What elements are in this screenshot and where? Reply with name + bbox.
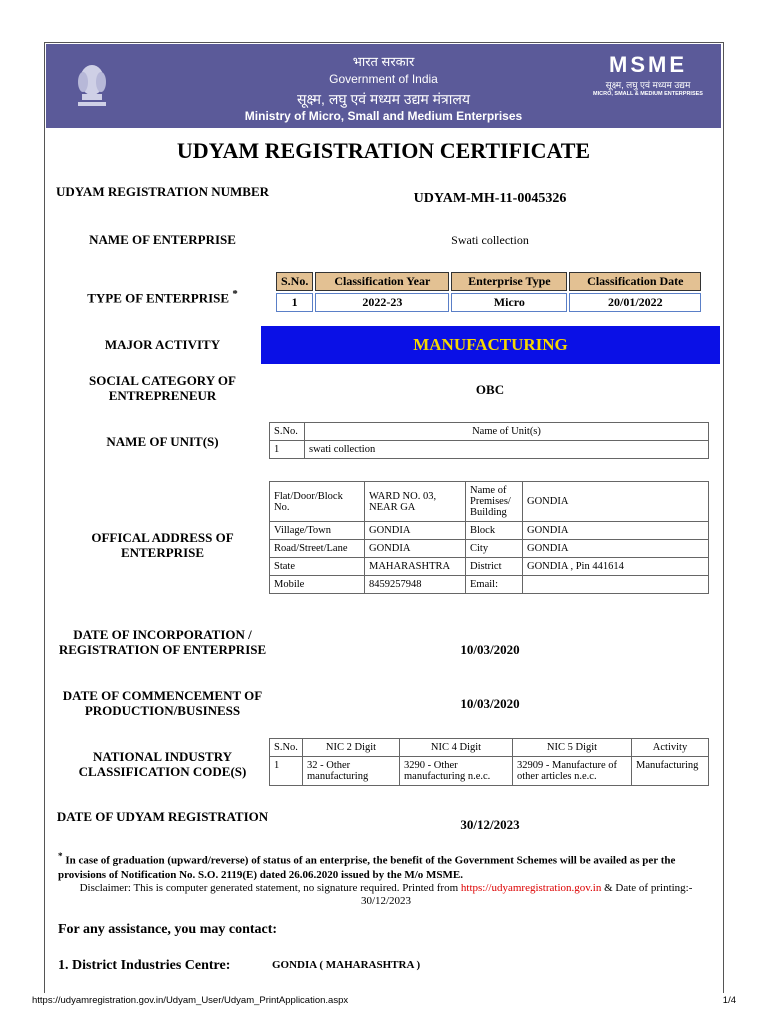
nic-cell: Manufacturing (632, 757, 709, 786)
nic-header: NIC 5 Digit (513, 739, 632, 757)
address-key: District (466, 558, 523, 576)
address-key: City (466, 540, 523, 558)
nic-cell: 3290 - Other manufacturing n.e.c. (400, 757, 513, 786)
units-cell: 1 (270, 441, 305, 459)
nic-cell: 32 - Other manufacturing (303, 757, 400, 786)
msme-hindi: सूक्ष्म, लघु एवं मध्यम उद्यम (605, 80, 691, 90)
class-cell: 1 (276, 293, 313, 312)
address-value: MAHARASHTRA (365, 558, 466, 576)
units-header: S.No. (270, 423, 305, 441)
address-key: Email: (466, 576, 523, 594)
units-cell: swati collection (305, 441, 709, 459)
nic-header: NIC 2 Digit (303, 739, 400, 757)
address-key: State (270, 558, 365, 576)
certificate-title: UDYAM REGISTRATION CERTIFICATE (176, 138, 591, 163)
class-header: S.No. (276, 272, 313, 291)
nic-cell: 32909 - Manufacture of other articles n.e.c. (513, 757, 632, 786)
nic-header: NIC 4 Digit (400, 739, 513, 757)
social-value: OBC (475, 382, 505, 397)
name-value: Swati collection (451, 233, 529, 247)
reg-no-value: UDYAM-MH-11-0045326 (413, 191, 567, 206)
address-table (269, 481, 709, 594)
address-value: WARD NO. 03, NEAR GA (365, 482, 466, 522)
msme-eng: MICRO, SMALL & MEDIUM ENTERPRISES (593, 91, 703, 97)
units-header: Name of Unit(s) (305, 423, 709, 441)
header-banner (46, 44, 721, 128)
nic-table (269, 738, 709, 786)
address-value (523, 576, 709, 594)
footer-url: https://udyamregistration.gov.in/Udyam_User/Udyam_PrintApplication.aspx (32, 995, 349, 1006)
address-key: Block (466, 522, 523, 540)
reg-no-label: UDYAM REGISTRATION NUMBER (55, 184, 270, 199)
commence-label: DATE OF COMMENCEMENT OF PRODUCTION/BUSINESS (62, 688, 263, 718)
major-activity-value: MANUFACTURING (261, 326, 720, 364)
print-footer (32, 995, 736, 1006)
nic-header: S.No. (270, 739, 303, 757)
class-cell: Micro (451, 293, 567, 312)
address-value: GONDIA (365, 522, 466, 540)
govt-title: Government of India (329, 72, 438, 86)
class-header: Classification Year (315, 272, 449, 291)
address-key: Village/Town (270, 522, 365, 540)
page-number: 1/4 (722, 995, 736, 1006)
note-asterisk: * (58, 851, 63, 861)
graduation-note: * In case of graduation (upward/reverse) of status of an enterprise, the benefit of the Government Schemes will be availed as per the provisions of Notification No. S.O. 2119(E) dated 26.06.2020 issued by the M/o MSME. (58, 851, 676, 881)
address-value: GONDIA (365, 540, 466, 558)
major-label: MAJOR ACTIVITY (104, 337, 221, 352)
nic-label: NATIONAL INDUSTRY CLASSIFICATION CODE(S) (78, 749, 247, 779)
dic-label: 1. District Industries Centre: (58, 958, 231, 973)
class-cell: 2022-23 (315, 293, 449, 312)
class-cell: 20/01/2022 (569, 293, 701, 312)
incorp-label: DATE OF INCORPORATION / REGISTRATION OF ENTERPRISE (58, 627, 267, 657)
address-key: Flat/Door/Block No. (270, 482, 365, 522)
assistance-heading: For any assistance, you may contact: (58, 922, 278, 937)
address-key: Mobile (270, 576, 365, 594)
units-table (269, 422, 709, 459)
disclaimer: Disclaimer: This is computer generated statement, no signature required. Printed from https://udyamregistration.gov.in & Date of printing:- 30/12/2023 (79, 882, 693, 907)
nic-header: Activity (632, 739, 709, 757)
class-header: Classification Date (569, 272, 701, 291)
name-label: NAME OF ENTERPRISE (89, 232, 236, 247)
udyam-date-label: DATE OF UDYAM REGISTRATION (56, 809, 269, 824)
nic-cell: 1 (270, 757, 303, 786)
hindi-govt: भारत सरकार (352, 54, 415, 69)
commence-value: 10/03/2020 (460, 696, 520, 711)
ministry-title: Ministry of Micro, Small and Medium Enterprises (244, 109, 523, 123)
hindi-ministry: सूक्ष्म, लघु एवं मध्यम उद्यम मंत्रालय (296, 91, 471, 107)
type-label: TYPE OF ENTERPRISE * (87, 288, 238, 306)
type-asterisk: * (232, 288, 238, 300)
social-label: SOCIAL CATEGORY OF ENTREPRENEUR (89, 373, 236, 403)
units-label: NAME OF UNIT(S) (106, 434, 219, 449)
msme-logo-text: MSME (609, 52, 687, 77)
udyam-date-value: 30/12/2023 (460, 817, 520, 832)
class-header: Enterprise Type (451, 272, 567, 291)
incorp-value: 10/03/2020 (460, 642, 520, 657)
address-key: Road/Street/Lane (270, 540, 365, 558)
address-label: OFFICAL ADDRESS OF ENTERPRISE (91, 530, 234, 560)
address-value: GONDIA (523, 540, 709, 558)
msme-logo (593, 52, 703, 97)
udyam-portal-link[interactable]: https://udyamregistration.gov.in (460, 882, 602, 894)
address-value: GONDIA (523, 482, 709, 522)
classification-table (274, 270, 703, 314)
address-value: 8459257948 (365, 576, 466, 594)
dic-value: GONDIA ( MAHARASHTRA ) (272, 959, 421, 971)
address-value: GONDIA (523, 522, 709, 540)
address-value: GONDIA , Pin 441614 (523, 558, 709, 576)
address-key: Name of Premises/ Building (466, 482, 523, 522)
